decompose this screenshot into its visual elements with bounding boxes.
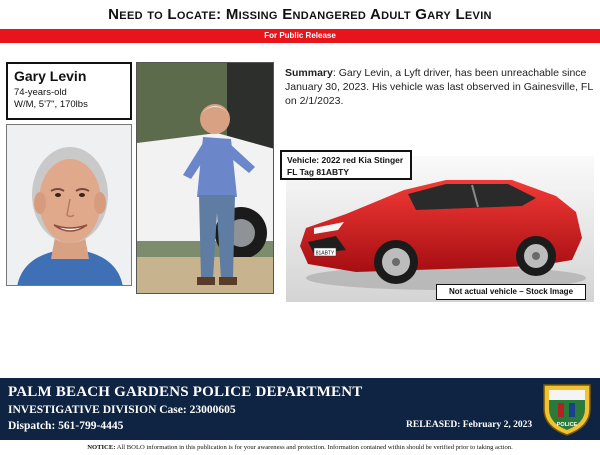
summary-label: Summary [285, 67, 333, 79]
subject-description: W/M, 5'7", 170lbs [14, 99, 88, 110]
department-name: PALM BEACH GARDENS POLICE DEPARTMENT [8, 384, 363, 400]
subject-face-photo [6, 124, 132, 286]
summary-body: : Gary Levin, a Lyft driver, has been unreachable since January 30, 2023. His vehicle was last observed in Gainesville, FL on 2/1/2023. [285, 67, 593, 107]
badge-label: POLICE [556, 422, 578, 428]
release-banner: For Public Release [0, 29, 600, 43]
notice-text [0, 441, 600, 455]
stock-image-note: Not actual vehicle – Stock Image [436, 284, 586, 300]
notice-body: All BOLO information in this publication is for your awareness and protection. Information contained within should be verified prior to taking action. [115, 444, 513, 451]
police-badge-icon [540, 381, 594, 437]
page-title: Need to Locate: Missing Endangered Adult Gary Levin [108, 6, 492, 23]
dispatch-phone: Dispatch: 561-799-4445 [8, 420, 124, 432]
vehicle-info-box [280, 150, 412, 180]
case-number: INVESTIGATIVE DIVISION Case: 23000605 [8, 404, 236, 416]
summary-text [285, 66, 595, 108]
department-footer [0, 378, 600, 440]
subject-info-box [6, 62, 132, 120]
notice-label: NOTICE: [87, 444, 116, 451]
subject-name: Gary Levin [14, 68, 87, 84]
subject-age: 74-years-old [14, 87, 67, 98]
subject-standing-photo [136, 62, 274, 294]
release-date: RELEASED: February 2, 2023 [406, 420, 533, 430]
vehicle-model: Vehicle: 2022 red Kia Stinger [287, 155, 404, 165]
license-plate: 81ABTY [315, 250, 335, 257]
vehicle-tag: FL Tag 81ABTY [287, 167, 350, 177]
